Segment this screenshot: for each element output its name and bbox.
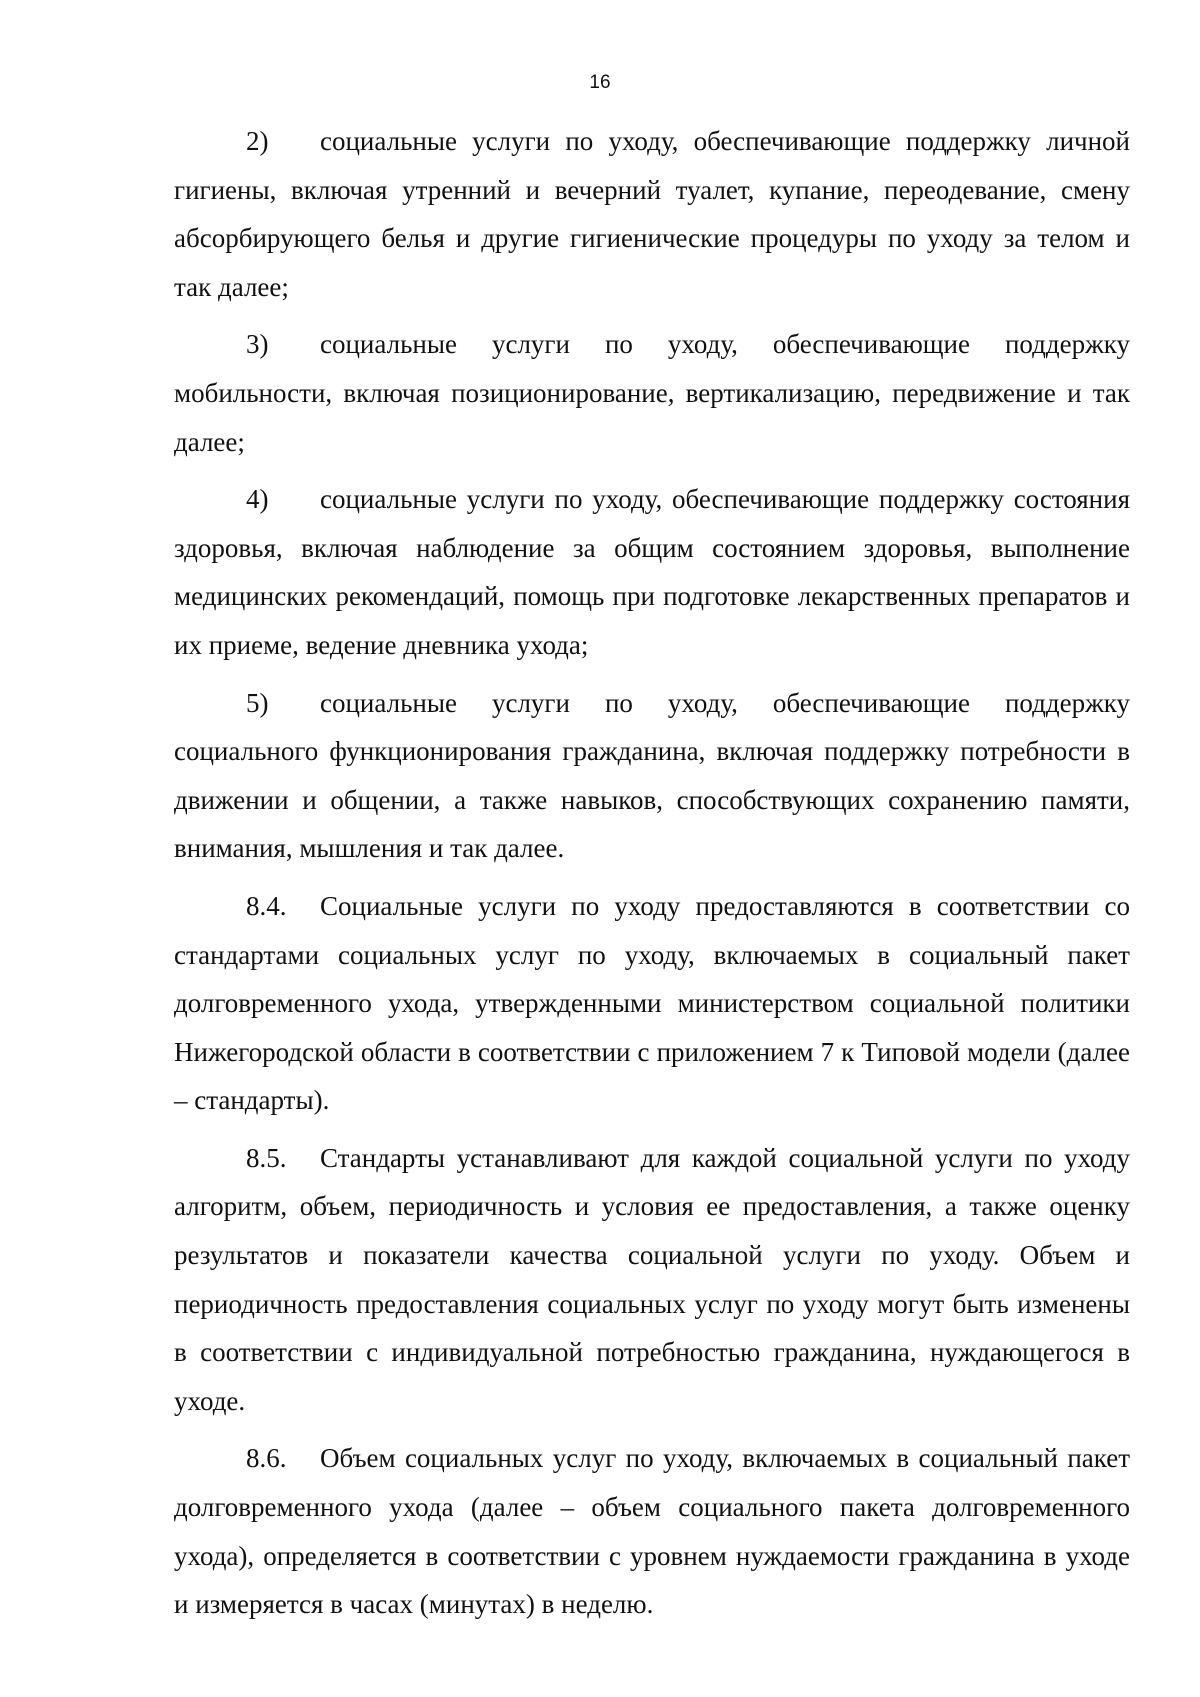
paragraph-item-2 <box>174 117 1130 311</box>
paragraph-item-5 <box>174 679 1130 873</box>
item-number: 5) <box>246 687 269 718</box>
paragraph-item-3 <box>174 320 1130 466</box>
page-number: 16 <box>589 72 611 93</box>
document-body <box>174 117 1130 1638</box>
paragraph-section-8-4 <box>174 882 1130 1125</box>
paragraph-text: социальные услуги по уходу, обеспечивающие поддержку состояния здоровья, включая наблюдение за общим состоянием здоровья, выполнение медицинских рекомендаций, помощь при подготовке лекарственных препаратов и их приеме, ведение дневника ухода; <box>174 484 1130 660</box>
section-number: 8.4. <box>246 890 287 921</box>
section-number: 8.6. <box>246 1443 287 1474</box>
section-number: 8.5. <box>246 1142 287 1173</box>
item-number: 3) <box>246 329 269 360</box>
item-number: 4) <box>246 484 269 515</box>
paragraph-text: Социальные услуги по уходу предоставляются в соответствии со стандартами социальных услуг по уходу, включаемых в социальный пакет долговременного ухода, утвержденными министерством социальной политики Нижегородской области в соответствии с приложением 7 к Типовой модели (далее – стандарты). <box>174 890 1130 1116</box>
item-number: 2) <box>246 126 269 156</box>
paragraph-text: Стандарты устанавливают для каждой социальной услуги по уходу алгоритм, объем, периодичность и условия ее предоставления, а также оценку результатов и показатели качества социальной услуги по уходу. Объем и периодичность предоставления социальных услуг по уходу могут быть изменены в соответствии с индивидуальной потребностью гражданина, нуждающегося в уходе. <box>174 1142 1130 1416</box>
paragraph-text: социальные услуги по уходу, обеспечивающие поддержку личной гигиены, включая утренний и вечерний туалет, купание, переодевание, смену абсорбирующего белья и другие гигиенические процедуры по уходу за телом и так далее; <box>174 126 1130 302</box>
paragraph-text: Объем социальных услуг по уходу, включаемых в социальный пакет долговременного ухода (далее – объем социального пакета долговременного ухода), определяется в соответствии с уровнем нуждаемости гражданина в уходе и измеряется в часах (минутах) в неделю. <box>174 1443 1130 1620</box>
paragraph-text: социальные услуги по уходу, обеспечивающие поддержку социального функционирования гражданина, включая поддержку потребности в движении и общении, а также навыков, способствующих сохранению памяти, внимания, мышления и так далее. <box>174 687 1130 864</box>
paragraph-text: социальные услуги по уходу, обеспечивающие поддержку мобильности, включая позиционирование, вертикализацию, передвижение и так далее; <box>174 329 1130 457</box>
paragraph-section-8-5 <box>174 1134 1130 1426</box>
paragraph-item-4 <box>174 475 1130 669</box>
paragraph-section-8-6 <box>174 1434 1130 1628</box>
